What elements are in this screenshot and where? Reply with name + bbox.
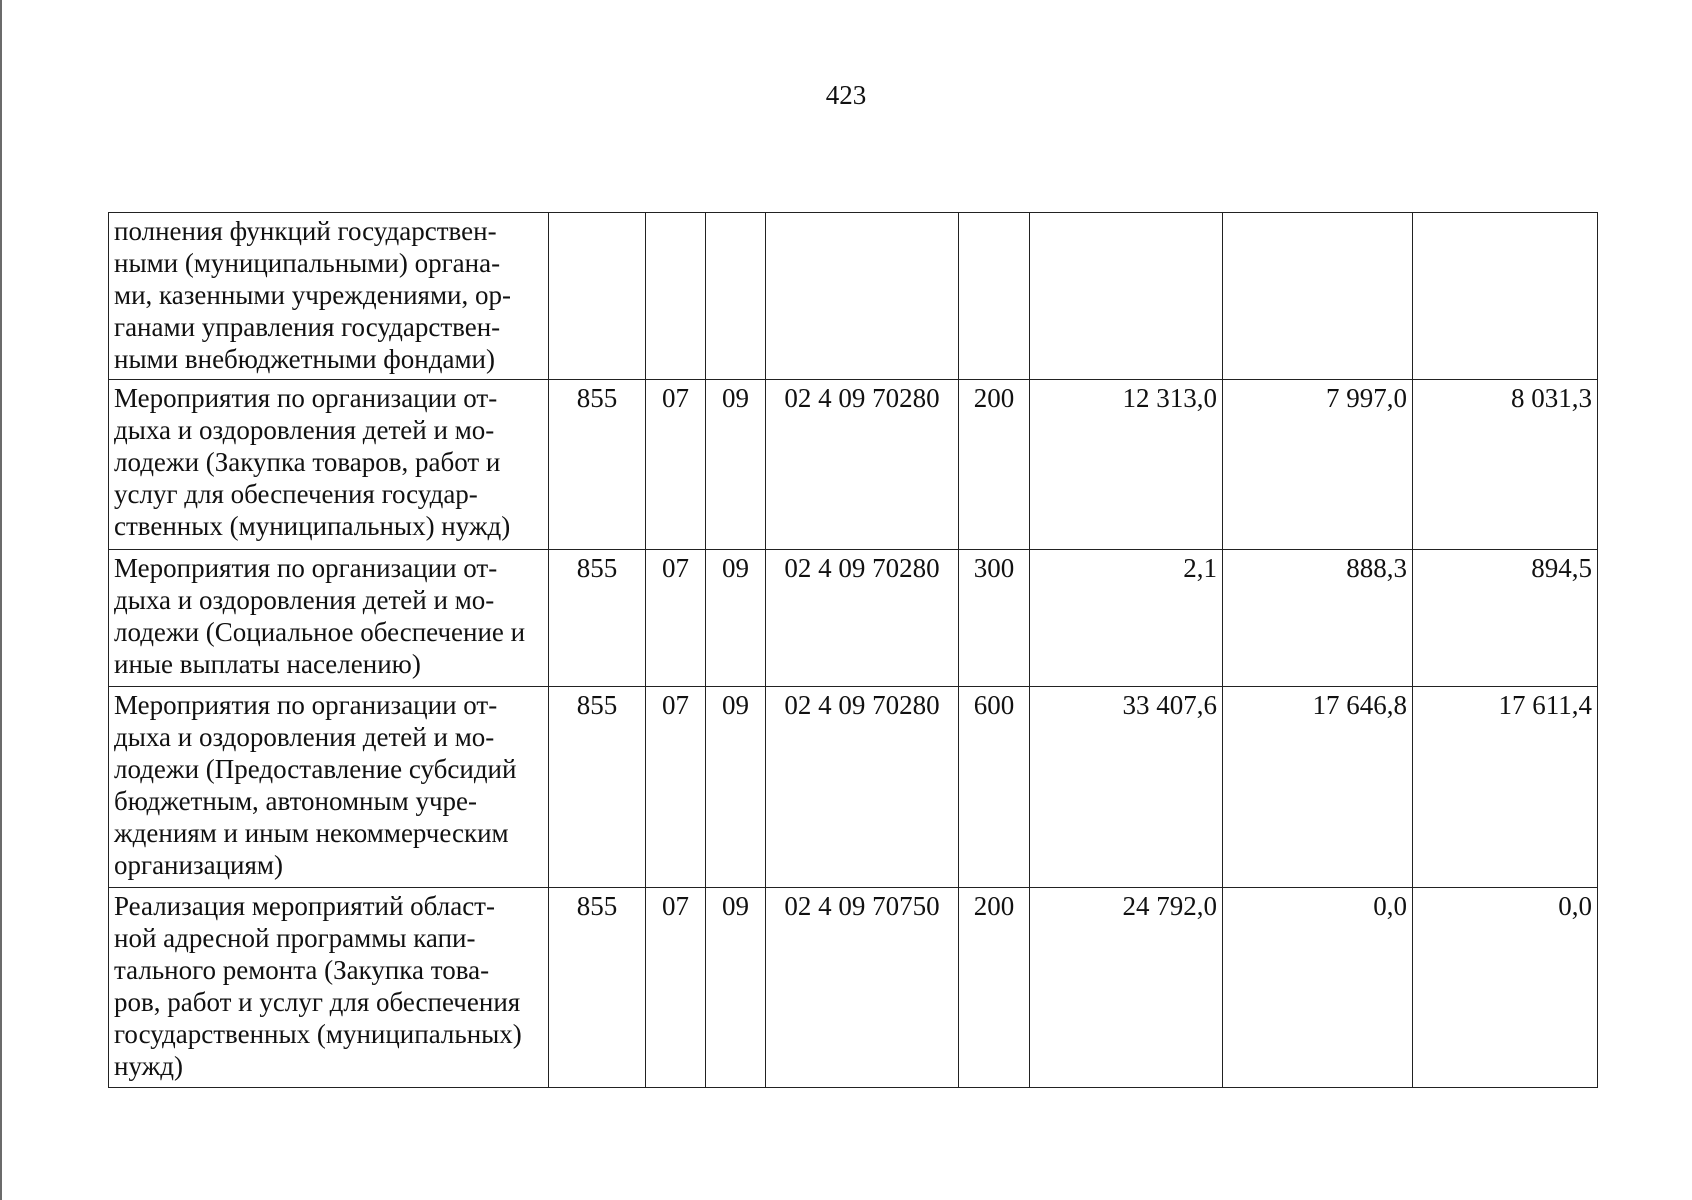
cell-amount-3: 894,5 bbox=[1413, 550, 1598, 687]
cell-ministry-code: 855 bbox=[549, 550, 646, 687]
cell-amount-1: 33 407,6 bbox=[1030, 687, 1223, 888]
cell-ministry-code bbox=[549, 213, 646, 380]
cell-subsection-code bbox=[706, 213, 766, 380]
cell-description: Мероприятия по организации от- дыха и оздоровления детей и мо- лодежи (Социальное обеспечение и иные выплаты населению) bbox=[109, 550, 549, 687]
table-row bbox=[109, 888, 1598, 1088]
cell-expense-type: 600 bbox=[959, 687, 1030, 888]
cell-section-code bbox=[646, 213, 706, 380]
cell-section-code: 07 bbox=[646, 888, 706, 1088]
cell-amount-2: 888,3 bbox=[1223, 550, 1413, 687]
cell-subsection-code: 09 bbox=[706, 550, 766, 687]
table-row bbox=[109, 550, 1598, 687]
cell-amount-1: 2,1 bbox=[1030, 550, 1223, 687]
cell-section-code: 07 bbox=[646, 380, 706, 550]
cell-target-article: 02 4 09 70280 bbox=[766, 550, 959, 687]
cell-subsection-code: 09 bbox=[706, 687, 766, 888]
cell-amount-1 bbox=[1030, 213, 1223, 380]
cell-ministry-code: 855 bbox=[549, 380, 646, 550]
cell-amount-2: 17 646,8 bbox=[1223, 687, 1413, 888]
budget-table bbox=[108, 212, 1598, 1088]
cell-expense-type: 200 bbox=[959, 380, 1030, 550]
cell-description: Реализация мероприятий област- ной адресной программы капи- тального ремонта (Закупка това- ров, работ и услуг для обеспечения государственных (муниципальных) нужд) bbox=[109, 888, 549, 1088]
cell-target-article: 02 4 09 70280 bbox=[766, 380, 959, 550]
cell-subsection-code: 09 bbox=[706, 888, 766, 1088]
cell-amount-3: 8 031,3 bbox=[1413, 380, 1598, 550]
cell-description: Мероприятия по организации от- дыха и оздоровления детей и мо- лодежи (Предоставление субсидий бюджетным, автономным учре- ждениям и иным некоммерческим организациям) bbox=[109, 687, 549, 888]
cell-amount-3 bbox=[1413, 213, 1598, 380]
cell-expense-type bbox=[959, 213, 1030, 380]
table-row bbox=[109, 380, 1598, 550]
cell-description: полнения функций государствен- ными (муниципальными) органа- ми, казенными учреждениями, ор- ганами управления государствен- ными внебюджетными фондами) bbox=[109, 213, 549, 380]
table-row bbox=[109, 213, 1598, 380]
cell-amount-2 bbox=[1223, 213, 1413, 380]
cell-target-article: 02 4 09 70280 bbox=[766, 687, 959, 888]
table-row bbox=[109, 687, 1598, 888]
page-number: 423 bbox=[825, 80, 867, 110]
cell-section-code: 07 bbox=[646, 687, 706, 888]
cell-expense-type: 200 bbox=[959, 888, 1030, 1088]
cell-target-article bbox=[766, 213, 959, 380]
cell-amount-2: 7 997,0 bbox=[1223, 380, 1413, 550]
scan-edge-line bbox=[0, 0, 2, 1200]
budget-table-body bbox=[109, 213, 1598, 1088]
cell-subsection-code: 09 bbox=[706, 380, 766, 550]
cell-description: Мероприятия по организации от- дыха и оздоровления детей и мо- лодежи (Закупка товаров, работ и услуг для обеспечения государ- ственных (муниципальных) нужд) bbox=[109, 380, 549, 550]
cell-target-article: 02 4 09 70750 bbox=[766, 888, 959, 1088]
cell-amount-2: 0,0 bbox=[1223, 888, 1413, 1088]
cell-ministry-code: 855 bbox=[549, 687, 646, 888]
cell-ministry-code: 855 bbox=[549, 888, 646, 1088]
cell-amount-1: 24 792,0 bbox=[1030, 888, 1223, 1088]
cell-amount-3: 17 611,4 bbox=[1413, 687, 1598, 888]
cell-amount-1: 12 313,0 bbox=[1030, 380, 1223, 550]
cell-amount-3: 0,0 bbox=[1413, 888, 1598, 1088]
cell-expense-type: 300 bbox=[959, 550, 1030, 687]
cell-section-code: 07 bbox=[646, 550, 706, 687]
